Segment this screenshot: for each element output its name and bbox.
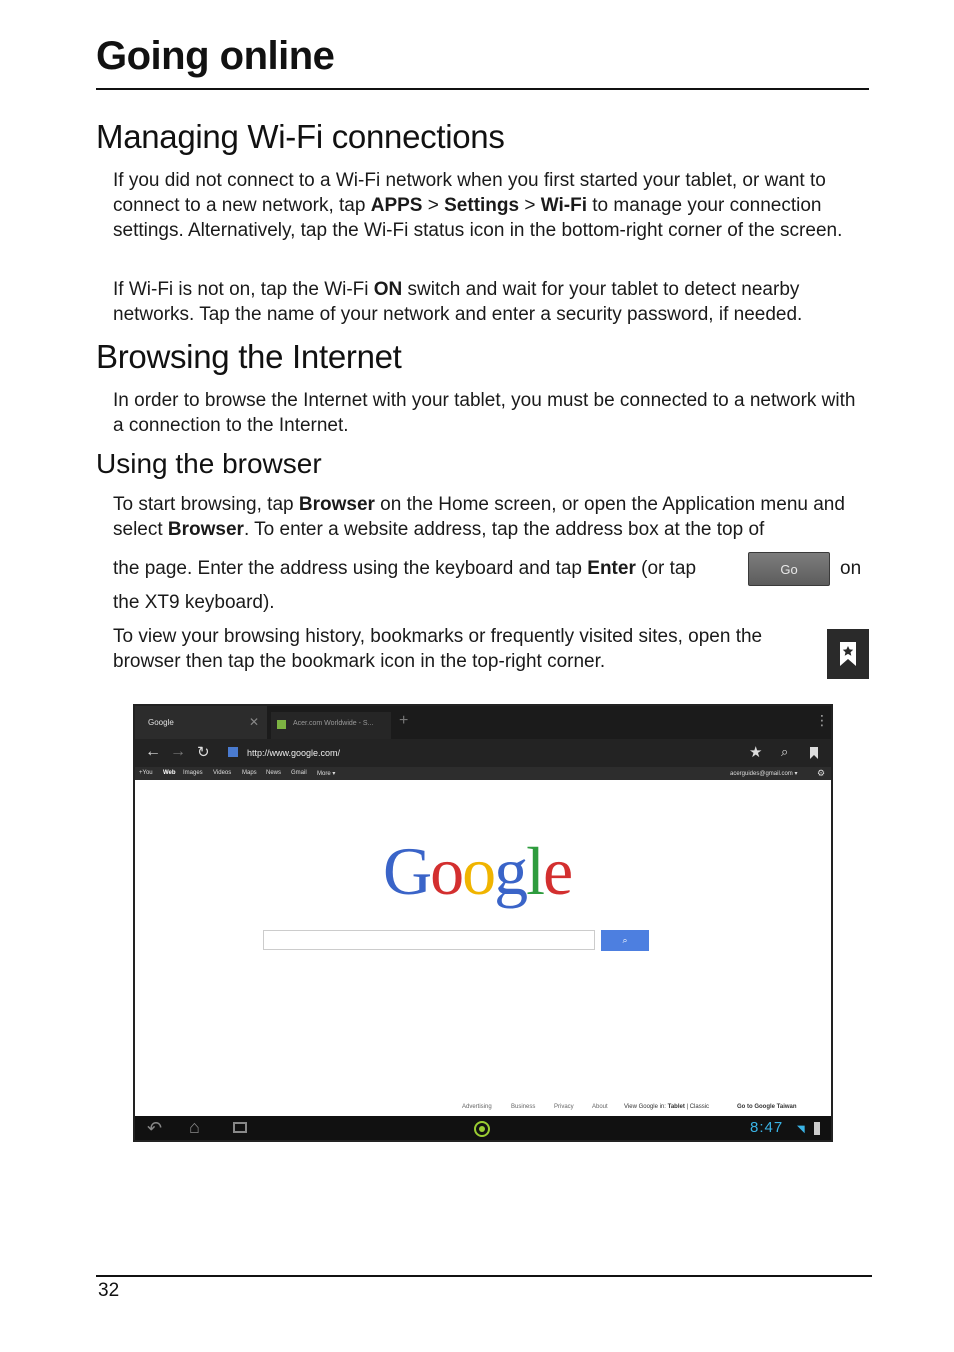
system-nav-bar [135,1116,831,1142]
google-bar: +You Web Images Videos Maps News Gmail More ▾ acerguides@gmail.com ▾ ⚙ [135,767,831,780]
star-icon[interactable]: ★ [749,744,763,761]
google-logo: Google [383,833,572,909]
nav-home-icon[interactable]: ⌂ [189,1117,200,1137]
browser-paragraph-line3: the page. Enter the address using the keyboard and tap Enter (or tap [113,558,697,579]
google-search-input[interactable] [263,930,595,950]
wifi-paragraph-1: If you did not connect to a Wi-Fi network when you first started your tablet, or want to connect to a new network, tap APPS > Settings > Wi-Fi to manage your connection settings. Alternatively, tap the Wi-Fi status icon in the bottom-right corner of the screen. [113,170,843,241]
wifi-icon[interactable]: ◥ [797,1124,805,1135]
launcher-icon[interactable] [474,1121,490,1137]
new-tab-icon[interactable]: + [399,712,409,729]
nav-recent-apps-icon[interactable] [233,1122,247,1133]
search-icon[interactable]: ⌕ [781,744,789,759]
battery-icon[interactable] [814,1122,820,1135]
refresh-icon[interactable]: ↻ [197,744,210,761]
url-field[interactable]: http://www.google.com/ [247,748,341,758]
wifi-paragraph-2: If Wi-Fi is not on, tap the Wi-Fi ON switch and wait for your tablet to detect nearby networks. Tap the name of your network and enter a security password, if needed. [113,279,803,325]
section-title-wifi: Managing Wi-Fi connections [96,118,505,155]
go-key-icon: Go [748,552,830,586]
browser-paragraph-2: To view your browsing history, bookmarks or frequently visited sites, open the browser then tap the bookmark icon in the top-right corner. [113,626,763,672]
page-heading: Going online [96,34,335,78]
clock[interactable]: 8:47 [750,1119,784,1136]
url-bar [135,739,831,767]
acer-favicon-icon [277,720,286,729]
footer-rule [96,1275,872,1277]
tab-acer[interactable]: Acer.com Worldwide - S... [271,712,391,739]
search-icon: ⌕ [622,935,628,945]
section-title-browser: Using the browser [96,448,322,479]
back-icon[interactable]: ← [145,743,161,760]
browser-paragraph-line4: the XT9 keyboard). [113,592,275,613]
browsing-paragraph: In order to browse the Internet with your tablet, you must be connected to a network with a connection to the Internet. [113,390,856,436]
nav-back-icon[interactable]: ↶ [147,1118,163,1138]
menu-icon[interactable]: ⋮ [815,712,829,728]
tab-google[interactable]: Google ✕ [135,706,267,739]
tab-bar [135,706,831,739]
close-tab-icon[interactable]: ✕ [249,715,260,729]
page-number: 32 [98,1280,120,1301]
bookmark-icon [827,629,869,679]
google-favicon-icon [228,747,238,757]
browser-paragraph-1: To start browsing, tap Browser on the Home screen, or open the Application menu and select Browser. To enter a website address, tap the address box at the top of [113,494,845,540]
heading-rule [96,88,869,90]
google-search-button[interactable] [601,930,649,951]
on-word: on [840,558,862,579]
section-title-browsing: Browsing the Internet [96,338,402,375]
forward-icon[interactable]: → [170,743,186,760]
bookmarks-icon[interactable] [809,747,819,759]
settings-gear-icon[interactable]: ⚙ [817,768,826,778]
browser-screenshot: Google ✕ Acer.com Worldwide - S... + ⋮ ← → ↻ http://www.google.com/ ★ ⌕ +You Web Images Videos Maps News Gmail More ▾ acerguides@gmail.com ▾ ⚙ Google ⌕ Advertising Business Privacy About View Google in: Tablet | Classic Go to Google Taiwan ↶ ⌂ 8:47 ◥ [133,704,833,1142]
